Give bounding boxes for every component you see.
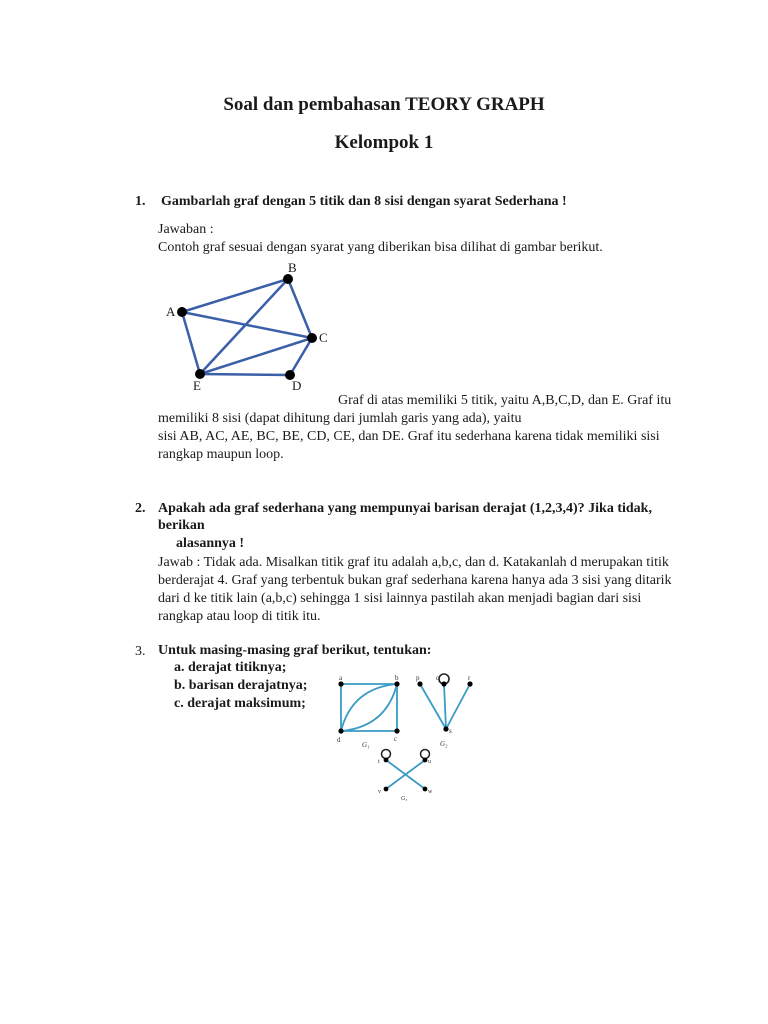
vertex-c <box>307 333 317 343</box>
g3-vertex-w: w <box>428 789 433 795</box>
q2-question-line1: Apakah ada graf sederhana yang mempunyai barisan derajat (1,2,3,4)? Jika tidak, <box>158 501 652 516</box>
graph-g2 <box>420 684 470 729</box>
q3-item-a: a. derajat titiknya; <box>174 660 287 675</box>
g3-label: G₃ <box>401 796 408 802</box>
q3-question: Untuk masing-masing graf berikut, tentukan: <box>158 643 432 658</box>
g1-vertex-a: a <box>339 674 343 682</box>
g3-vertex-v: v <box>378 789 381 795</box>
graph-figure-q3 <box>330 668 480 805</box>
g3-vertex-t: t <box>378 759 380 765</box>
g2-label: G₂ <box>440 740 448 748</box>
edge-bc <box>288 279 312 338</box>
graph-g3 <box>386 760 425 789</box>
edge-ae <box>182 312 200 374</box>
q2-question-line2: berikan <box>158 518 205 533</box>
q2-answer-line2: berderajat 4. Graf yang terbentuk bukan graf sederhana karena hanya ada 3 sisi yang ditarik <box>158 573 672 588</box>
g2-vertex-q: q <box>436 674 440 682</box>
vertex-a <box>177 307 187 317</box>
q3-number: 3. <box>135 644 146 659</box>
g1-label: G₁ <box>362 741 370 749</box>
g1-vertex-b: b <box>395 674 399 682</box>
q2-number: 2. <box>135 501 146 516</box>
q1-explanation-line4: rangkap maupun loop. <box>158 447 284 462</box>
g2-vertex-r: r <box>468 674 471 682</box>
g2-vertex-s: s <box>449 727 452 735</box>
q2-answer-line4: rangkap atau loop di titik itu. <box>158 609 321 624</box>
q1-explanation-line2: memiliki 8 sisi (dapat dihitung dari jumlah garis yang ada), yaitu <box>158 411 522 426</box>
vertex-label-b: B <box>288 260 297 275</box>
vertex-label-a: A <box>166 304 176 319</box>
q1-answer-label: Jawaban : <box>158 222 214 237</box>
q3-item-c: c. derajat maksimum; <box>174 696 306 711</box>
graph-g1 <box>341 684 397 731</box>
page-subtitle: Kelompok 1 <box>334 132 434 153</box>
vertex-label-d: D <box>292 378 302 393</box>
vertex-label-c: C <box>319 330 328 345</box>
q1-explanation-line1: Graf di atas memiliki 5 titik, yaitu A,B,C,D, dan E. Graf itu <box>338 393 672 408</box>
q1-answer-intro: Contoh graf sesuai dengan syarat yang diberikan bisa dilihat di gambar berikut. <box>158 240 603 255</box>
g1-vertex-d: d <box>337 736 341 744</box>
q1-question: Gambarlah graf dengan 5 titik dan 8 sisi dengan syarat Sederhana ! <box>161 194 567 209</box>
q1-number: 1. <box>135 194 146 209</box>
g3-vertex-u: u <box>428 759 431 765</box>
q3-item-b: b. barisan derajatnya; <box>174 678 308 693</box>
page-title: Soal dan pembahasan TEORY GRAPH <box>223 94 545 115</box>
q2-answer-line3: dari d ke titik lain (a,b,c) sehingga 1 sisi lainnya pastilah akan menjadi bagian dari sisi <box>158 591 642 606</box>
g1-vertex-c: c <box>394 735 398 743</box>
vertex-label-e: E <box>193 378 201 393</box>
g2-vertex-p: p <box>416 674 420 682</box>
graph-figure-q1 <box>150 255 350 395</box>
q2-question-line3: alasannya ! <box>176 536 245 551</box>
vertex-b <box>283 274 293 284</box>
edge-de <box>200 374 290 375</box>
q2-answer-line1: Jawab : Tidak ada. Misalkan titik graf itu adalah a,b,c, dan d. Katakanlah d merupakan titik <box>158 555 669 570</box>
q1-explanation-line3: sisi AB, AC, AE, BC, BE, CD, CE, dan DE. Graf itu sederhana karena tidak memiliki sisi <box>158 429 660 444</box>
